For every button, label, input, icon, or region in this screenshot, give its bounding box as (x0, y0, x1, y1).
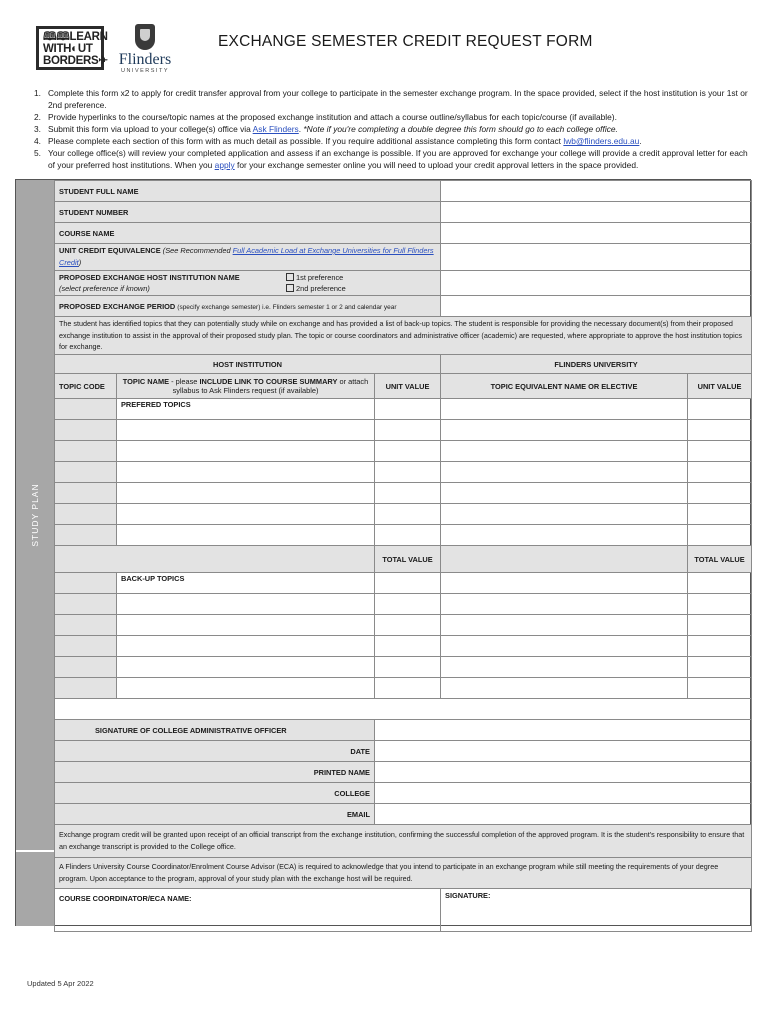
unit-value-cell[interactable] (688, 657, 752, 678)
topic-code-cell[interactable] (55, 594, 117, 615)
coordinator-name-field[interactable]: COURSE COORDINATOR/ECA NAME: (55, 889, 441, 932)
topic-equivalent-header: TOPIC EQUIVALENT NAME OR ELECTIVE (441, 374, 688, 399)
unit-value-cell[interactable] (375, 594, 441, 615)
unit-value-cell[interactable] (375, 462, 441, 483)
unit-value-cell[interactable] (688, 420, 752, 441)
flinders-crest-icon (135, 24, 155, 50)
topic-name-cell[interactable] (117, 594, 375, 615)
topic-name-cell[interactable] (117, 462, 375, 483)
first-preference-checkbox[interactable] (286, 273, 294, 281)
host-institution-name-label: PROPOSED EXCHANGE HOST INSTITUTION NAME (select preference if known) 1st preference 2nd preference (55, 271, 441, 296)
credit-request-form (15, 179, 751, 926)
student-full-name-label: STUDENT FULL NAME (55, 181, 441, 202)
topic-equivalent-cell[interactable] (441, 525, 688, 546)
email-field[interactable] (375, 804, 752, 825)
flinders-university-logo (113, 24, 177, 74)
topic-equivalent-cell[interactable] (441, 573, 688, 594)
topic-code-cell[interactable] (55, 636, 117, 657)
topic-equivalent-cell[interactable] (441, 678, 688, 699)
unit-value-cell[interactable] (375, 525, 441, 546)
topic-equivalent-cell[interactable] (441, 483, 688, 504)
unit-value-cell[interactable] (375, 441, 441, 462)
unit-credit-field[interactable] (441, 244, 752, 271)
unit-value-cell[interactable] (688, 594, 752, 615)
instruction-item: 4. Please complete each section of this form with as much detail as possible. If you require additional assistance completing this form contact lwb@flinders.edu.au. (34, 136, 642, 146)
student-number-label: STUDENT NUMBER (55, 202, 441, 223)
unit-value-cell[interactable] (375, 573, 441, 594)
host-institution-name-field[interactable] (441, 271, 752, 296)
email-link[interactable]: lwb@flinders.edu.au (563, 136, 640, 146)
unit-value-cell[interactable] (688, 399, 752, 420)
printed-name-field[interactable] (375, 762, 752, 783)
topic-equivalent-cell[interactable] (441, 420, 688, 441)
unit-value-cell[interactable] (375, 399, 441, 420)
topic-name-cell[interactable] (117, 615, 375, 636)
topic-code-cell[interactable] (55, 399, 117, 420)
unit-value-cell[interactable] (375, 420, 441, 441)
student-full-name-field[interactable] (441, 181, 752, 202)
topic-name-header: TOPIC NAME - please INCLUDE LINK TO COURSE SUMMARY or attach syllabus to Ask Flinders request (if available) (117, 374, 375, 399)
logo-line-borders: BORDERS✈ (43, 55, 108, 67)
unit-value-cell[interactable] (375, 483, 441, 504)
topic-equivalent-cell[interactable] (441, 636, 688, 657)
topic-equivalent-cell[interactable] (441, 504, 688, 525)
topic-name-cell[interactable] (117, 657, 375, 678)
topic-equivalent-cell[interactable] (441, 594, 688, 615)
unit-value-cell[interactable] (688, 441, 752, 462)
instruction-item: 1. Complete this form x2 to apply for credit transfer approval from your college to participate in the semester exchange program. In the space provided, select if the host institution is your 1st or 2nd preference. (34, 88, 748, 110)
form-table (54, 180, 752, 932)
course-name-label: COURSE NAME (55, 223, 441, 244)
topic-name-cell[interactable] (117, 678, 375, 699)
unit-value-cell[interactable] (688, 525, 752, 546)
exchange-period-field[interactable] (441, 296, 752, 317)
unit-value-cell[interactable] (688, 636, 752, 657)
university-wordmark: UNIVERSITY (120, 68, 169, 74)
coordinator-sidebar (16, 852, 54, 926)
student-number-field[interactable] (441, 202, 752, 223)
logo-line-learn: 🕮🕮LEARN (43, 31, 108, 43)
unit-value-cell[interactable] (375, 636, 441, 657)
topic-code-cell[interactable] (55, 504, 117, 525)
prefered-topics-label: PREFERED TOPICS (117, 399, 375, 420)
college-field[interactable] (375, 783, 752, 804)
updated-date: Updated 5 Apr 2022 (27, 979, 94, 988)
topic-name-cell[interactable] (117, 636, 375, 657)
college-label: COLLEGE (55, 783, 375, 804)
instruction-item: 5. Your college office(s) will review your completed application and assess if an exchange is possible. If you are approved for exchange your college will provide a credit approval letter for each of your preferred host institutions. When you apply for your exchange semester online you will need to upload your credit approval letters in the space provided. (34, 148, 748, 170)
full-academic-load-link[interactable]: Full Academic Load at Exchange Universities for Full Flinders Credit (59, 246, 434, 267)
first-preference-option[interactable]: 1st preference (286, 272, 436, 283)
topic-equivalent-cell[interactable] (441, 399, 688, 420)
backup-topics-label: BACK-UP TOPICS (117, 573, 375, 594)
unit-value-cell[interactable] (688, 483, 752, 504)
unit-value-cell[interactable] (688, 573, 752, 594)
topic-code-header: TOPIC CODE (55, 374, 117, 399)
topic-code-cell[interactable] (55, 657, 117, 678)
topic-code-cell[interactable] (55, 525, 117, 546)
unit-value-cell[interactable] (688, 678, 752, 699)
exchange-period-label: PROPOSED EXCHANGE PERIOD (specify exchange semester) i.e. Flinders semester 1 or 2 and calendar year (55, 296, 441, 317)
instruction-item: 3. Submit this form via upload to your college(s) office via Ask Flinders. *Note if you're completing a double degree this form should go to each college office. (34, 124, 618, 134)
topic-name-cell[interactable] (117, 504, 375, 525)
unit-value-cell[interactable] (375, 678, 441, 699)
topic-code-cell[interactable] (55, 462, 117, 483)
ask-flinders-link[interactable]: Ask Flinders (252, 124, 299, 134)
logo-line-without: WITH◐UT (43, 43, 93, 55)
topic-code-cell[interactable] (55, 420, 117, 441)
study-plan-sidebar (16, 180, 54, 850)
apply-link[interactable]: apply (214, 160, 235, 170)
topic-equivalent-cell[interactable] (441, 657, 688, 678)
second-preference-option[interactable]: 2nd preference (286, 283, 436, 294)
instruction-item: 2. Provide hyperlinks to the course/topic names at the proposed exchange institution and attach a course outline/syllabus for each topic/course (if available). (34, 112, 617, 122)
topic-code-cell[interactable] (55, 483, 117, 504)
unit-value-cell[interactable] (375, 615, 441, 636)
instructions-list (34, 87, 750, 171)
study-plan-note: The student has identified topics that they can potentially study while on exchange and has provided a list of back-up topics. The student is responsible for providing the necessary document(s) from their proposed exchange institution to assist in the approval of their proposed study plan. The topic or course coordinators and administrative officer (academic) are requested, where appropriate to approve the host institution topics for exchange. (55, 317, 752, 355)
date-label: DATE (55, 741, 375, 762)
coordinator-note: A Flinders University Course Coordinator/Enrolment Course Advisor (ECA) is required to acknowledge that you intend to participate in an exchange program while still meeting the requirements of your degree program. Upon acceptance to the program, approval of your study plan with the exchange host will be required. (55, 858, 752, 889)
coordinator-signature-field[interactable]: SIGNATURE: (441, 889, 752, 932)
date-field[interactable] (375, 741, 752, 762)
topic-name-cell[interactable] (117, 420, 375, 441)
total-value-label-flinders: TOTAL VALUE (688, 546, 752, 573)
topic-equivalent-cell[interactable] (441, 441, 688, 462)
topic-equivalent-cell[interactable] (441, 462, 688, 483)
topic-code-cell[interactable] (55, 678, 117, 699)
topic-name-cell[interactable] (117, 483, 375, 504)
officer-signature-field[interactable] (375, 720, 752, 741)
unit-value-cell[interactable] (688, 615, 752, 636)
topic-code-cell[interactable] (55, 615, 117, 636)
unit-value-header-flinders: UNIT VALUE (688, 374, 752, 399)
learn-without-borders-logo (36, 26, 108, 70)
topic-code-cell[interactable] (55, 573, 117, 594)
printed-name-label: PRINTED NAME (55, 762, 375, 783)
topic-name-cell[interactable] (117, 525, 375, 546)
flinders-wordmark: Flinders (118, 51, 172, 68)
unit-credit-label: UNIT CREDIT EQUIVALENCE (See Recommended Full Academic Load at Exchange Universities for Full Flinders Credit) (55, 244, 441, 271)
officer-signature-label: SIGNATURE OF COLLEGE ADMINISTRATIVE OFFICER (55, 720, 375, 741)
host-institution-header: HOST INSTITUTION (55, 355, 441, 374)
course-name-field[interactable] (441, 223, 752, 244)
unit-value-cell[interactable] (375, 657, 441, 678)
second-preference-checkbox[interactable] (286, 284, 294, 292)
study-plan-label: STUDY PLAN (30, 483, 40, 547)
unit-value-cell[interactable] (688, 462, 752, 483)
unit-value-cell[interactable] (688, 504, 752, 525)
email-label: EMAIL (55, 804, 375, 825)
topic-code-cell[interactable] (55, 441, 117, 462)
topic-equivalent-cell[interactable] (441, 615, 688, 636)
topic-name-cell[interactable] (117, 441, 375, 462)
total-value-label: TOTAL VALUE (375, 546, 441, 573)
page-title: EXCHANGE SEMESTER CREDIT REQUEST FORM (218, 33, 593, 50)
credit-note: Exchange program credit will be granted upon receipt of an official transcript from the exchange institution, confirming the successful completion of the approved program. It is the student's responsibility to ensure that an exchange transcript is provided to the College office. (55, 825, 752, 858)
unit-value-header: UNIT VALUE (375, 374, 441, 399)
unit-value-cell[interactable] (375, 504, 441, 525)
flinders-university-header: FLINDERS UNIVERSITY (441, 355, 752, 374)
